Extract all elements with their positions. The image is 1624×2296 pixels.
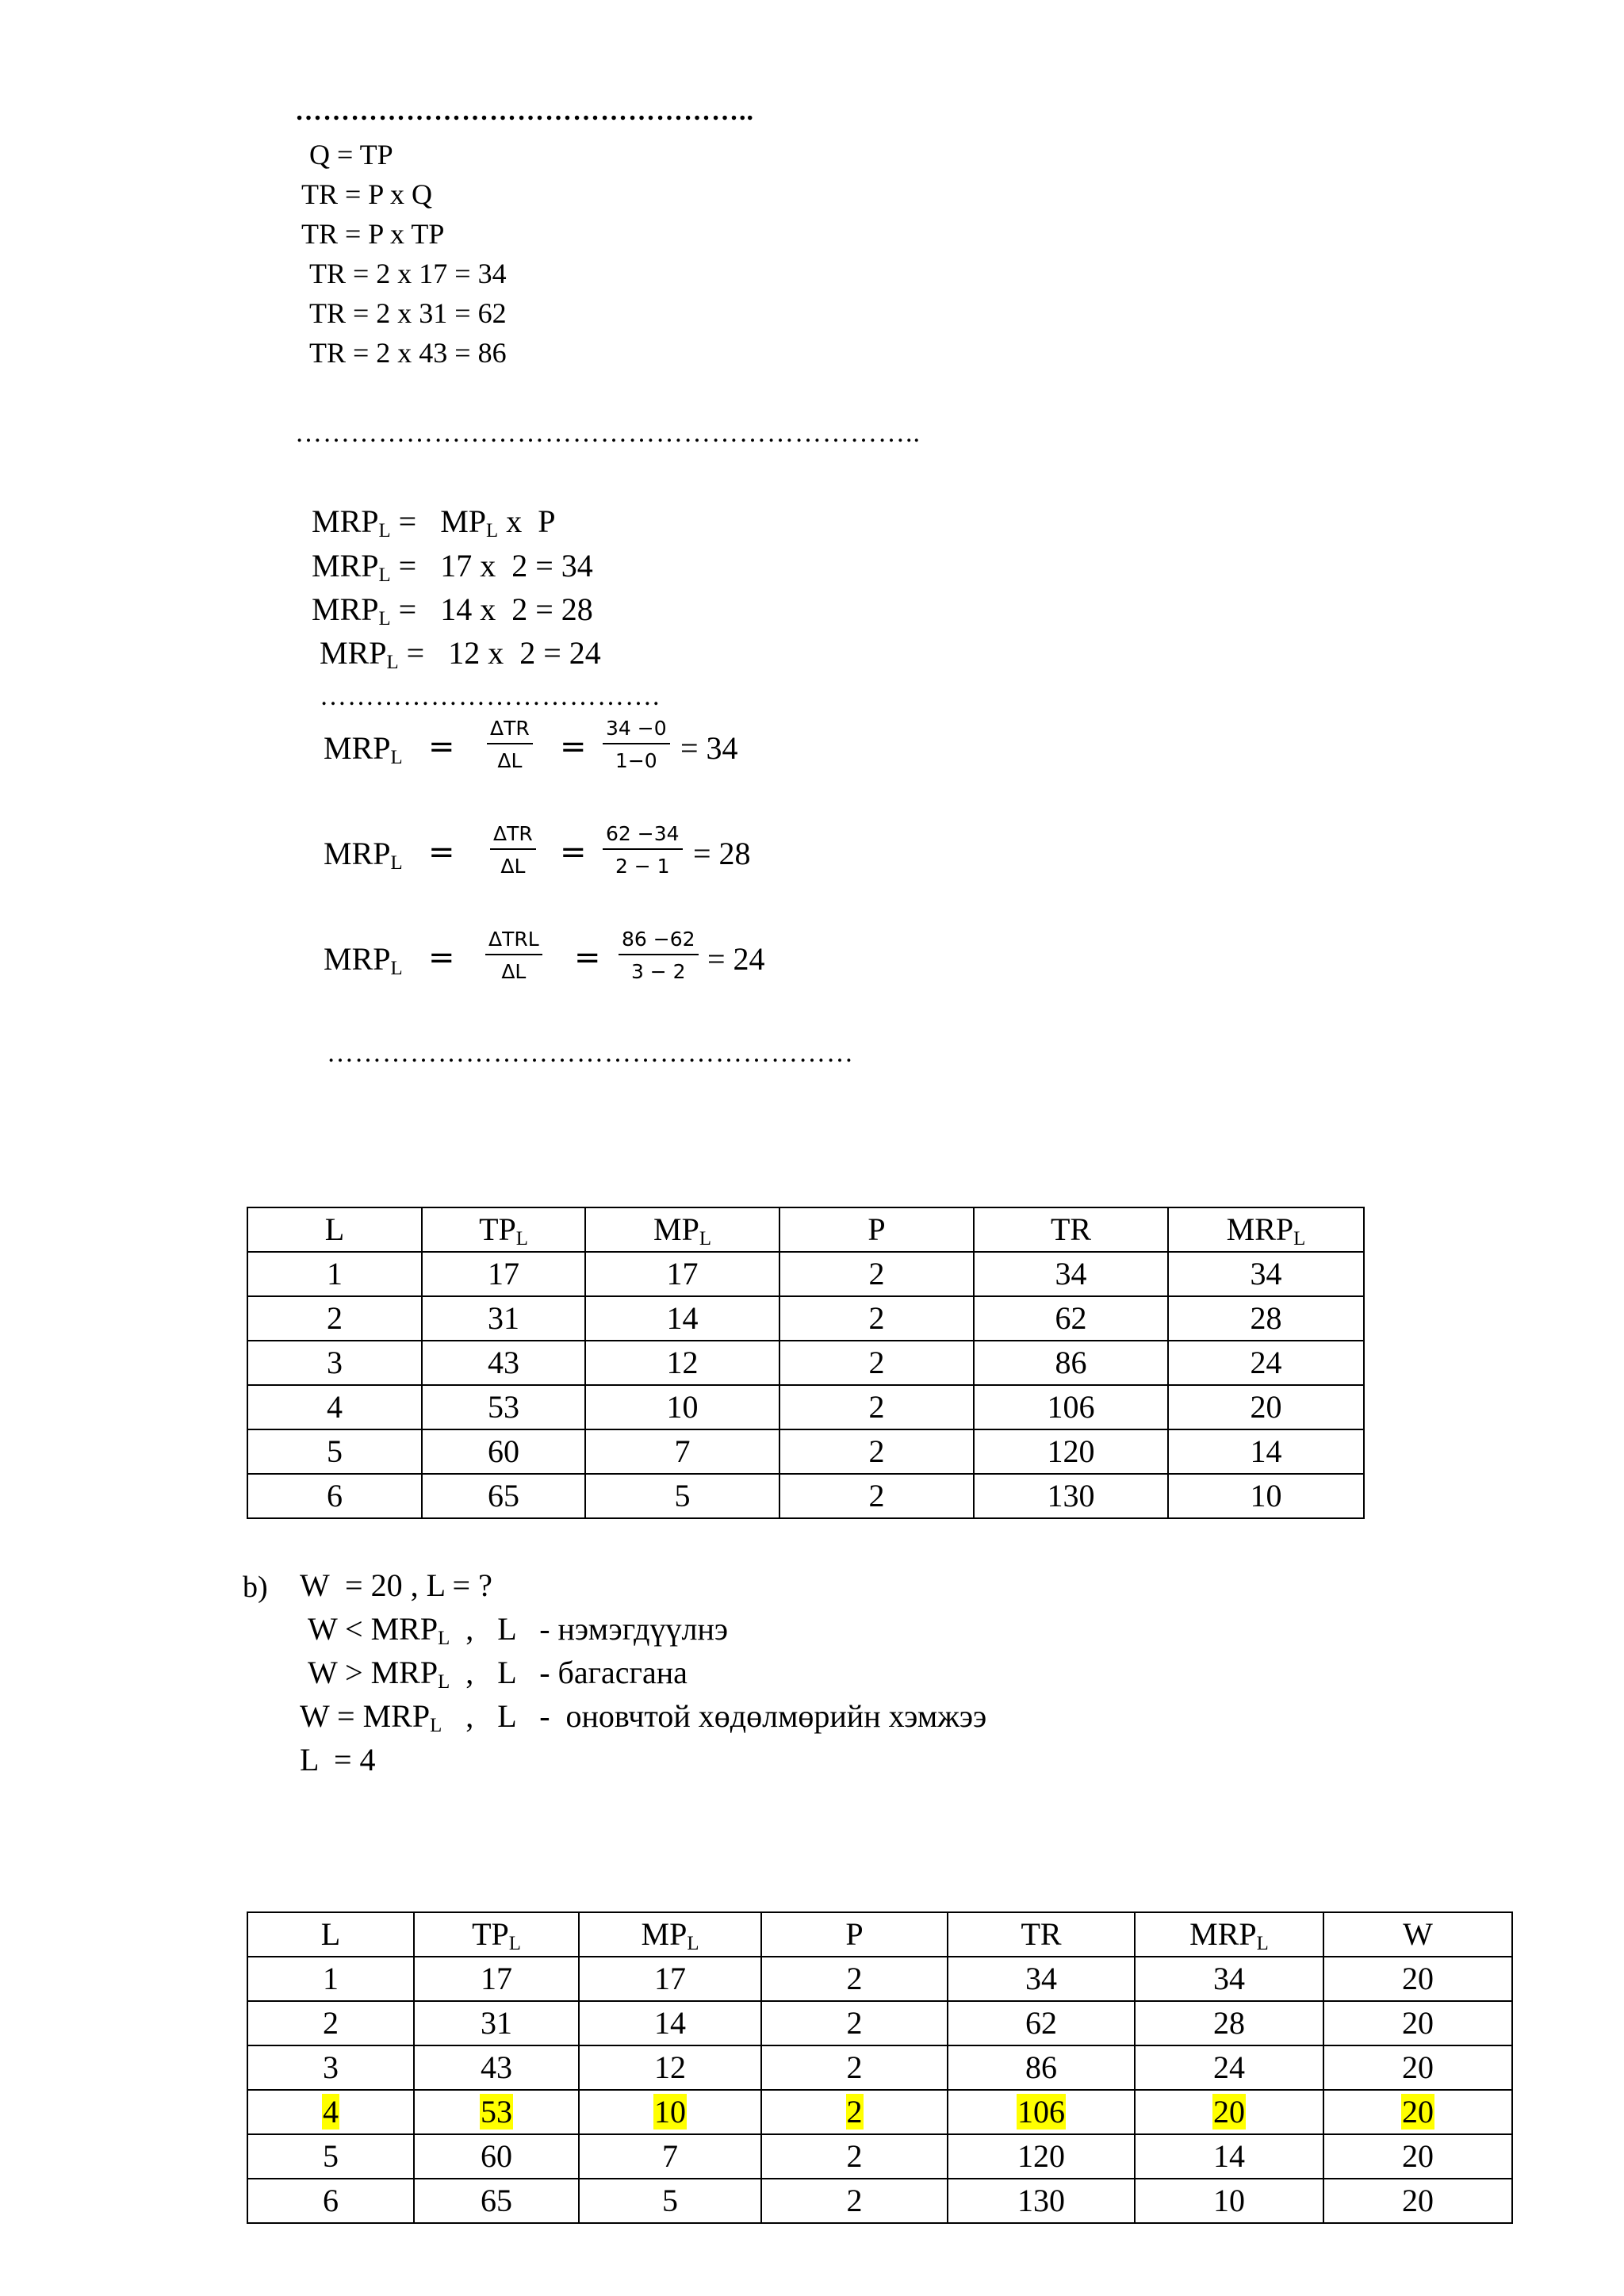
table-row bbox=[247, 2001, 1512, 2045]
table-cell: 2 bbox=[779, 1296, 974, 1341]
table-cell: 14 bbox=[579, 2001, 761, 2045]
equals-sign: = bbox=[560, 834, 587, 871]
table-cell: 10 bbox=[1168, 1474, 1364, 1518]
table-row bbox=[247, 2179, 1512, 2223]
table-cell: 34 bbox=[1168, 1252, 1364, 1296]
table-cell: 12 bbox=[579, 2045, 761, 2090]
table-cell: 2 bbox=[779, 1252, 974, 1296]
table-cell: 14 bbox=[585, 1296, 779, 1341]
column-header: $MRP_L$ bbox=[1168, 1207, 1364, 1252]
table-cell: 2 bbox=[779, 1341, 974, 1385]
table-cell: 2 bbox=[779, 1429, 974, 1474]
equation-line: TR = P x TP bbox=[301, 218, 445, 250]
table-cell bbox=[948, 2090, 1135, 2134]
table-cell: 2 bbox=[761, 2045, 948, 2090]
column-header: TR bbox=[948, 1912, 1135, 1957]
table-cell: 5 bbox=[585, 1474, 779, 1518]
mrp-calculation: $MRP_L = 17$ x 2 = 34 bbox=[312, 548, 593, 587]
table-cell: 4 bbox=[247, 1385, 422, 1429]
mrp-label: $MRP_L$ bbox=[324, 836, 403, 874]
table-cell: 28 bbox=[1135, 2001, 1323, 2045]
table-row bbox=[247, 1252, 1364, 1296]
table-cell: 34 bbox=[948, 1957, 1135, 2001]
table-cell: 14 bbox=[1168, 1429, 1364, 1474]
table-cell bbox=[1323, 2090, 1512, 2134]
table-header-row bbox=[247, 1207, 1364, 1252]
table-cell bbox=[414, 2090, 579, 2134]
table-cell: 2 bbox=[247, 1296, 422, 1341]
delta-fraction: ΔTRL ΔL bbox=[485, 929, 542, 982]
table-cell: 1 bbox=[247, 1957, 414, 2001]
delta-fraction: ΔTR ΔL bbox=[490, 824, 536, 876]
table-cell: 28 bbox=[1168, 1296, 1364, 1341]
table-row bbox=[247, 1957, 1512, 2001]
table-cell: 3 bbox=[247, 1341, 422, 1385]
table-cell: 10 bbox=[1135, 2179, 1323, 2223]
column-header: $TP_L$ bbox=[414, 1912, 579, 1957]
table-cell: 2 bbox=[247, 2001, 414, 2045]
table-cell: 3 bbox=[247, 2045, 414, 2090]
table-cell: 62 bbox=[974, 1296, 1168, 1341]
table-cell: 24 bbox=[1168, 1341, 1364, 1385]
equals-sign: = bbox=[428, 729, 455, 765]
table-cell: 20 bbox=[1168, 1385, 1364, 1429]
table-row bbox=[247, 1341, 1364, 1385]
table-cell bbox=[579, 2090, 761, 2134]
table-cell: 2 bbox=[761, 2001, 948, 2045]
column-header: P bbox=[761, 1912, 948, 1957]
equals-sign: = bbox=[574, 939, 601, 976]
mrp-formula: $MRP_L = MP_L$ x P bbox=[312, 503, 556, 542]
table-cell: 12 bbox=[585, 1341, 779, 1385]
table-cell: 53 bbox=[422, 1385, 585, 1429]
mrp-table bbox=[247, 1207, 1365, 1519]
table-cell: 2 bbox=[761, 2134, 948, 2179]
table-cell: 20 bbox=[1323, 2134, 1512, 2179]
highlighted-value: 4 bbox=[323, 2094, 339, 2130]
table-cell: 65 bbox=[422, 1474, 585, 1518]
highlighted-value: 20 bbox=[1402, 2094, 1434, 2130]
value-fraction: $\frac{34 -0}{1-0}$ bbox=[603, 718, 670, 771]
table-header-row bbox=[247, 1912, 1512, 1957]
value-fraction: $\frac{86 -62}{3 - 2}$ bbox=[619, 929, 699, 982]
table-cell: 2 bbox=[761, 2179, 948, 2223]
mrp-wage-table bbox=[247, 1911, 1513, 2224]
equals-sign: = bbox=[428, 834, 455, 871]
table-cell: 106 bbox=[974, 1385, 1168, 1429]
column-header: W bbox=[1323, 1912, 1512, 1957]
equals-sign: = bbox=[560, 729, 587, 765]
table-cell: 7 bbox=[579, 2134, 761, 2179]
separator-dots: ………………………………. bbox=[320, 682, 661, 711]
column-header: $MP_L$ bbox=[579, 1912, 761, 1957]
equation-line: TR = 2 x 43 = 86 bbox=[309, 337, 507, 369]
table-cell bbox=[761, 2090, 948, 2134]
table-cell: 10 bbox=[585, 1385, 779, 1429]
separator-dots: ………………………………………………………….. bbox=[295, 419, 921, 448]
table-cell: 7 bbox=[585, 1429, 779, 1474]
table-cell: 31 bbox=[422, 1296, 585, 1341]
highlighted-value: 10 bbox=[654, 2094, 686, 2130]
table-cell: 34 bbox=[974, 1252, 1168, 1296]
table-cell: 130 bbox=[974, 1474, 1168, 1518]
fraction-result: = 24 bbox=[707, 941, 765, 977]
table-cell: 5 bbox=[579, 2179, 761, 2223]
table-row bbox=[247, 1474, 1364, 1518]
table-cell: 20 bbox=[1323, 2045, 1512, 2090]
equation-line: TR = 2 x 17 = 34 bbox=[309, 258, 507, 289]
table-cell: 24 bbox=[1135, 2045, 1323, 2090]
table-cell: 5 bbox=[247, 2134, 414, 2179]
highlighted-value: 53 bbox=[481, 2094, 512, 2130]
value-fraction: $\frac{62 -34}{2 - 1}$ bbox=[603, 824, 683, 876]
table-cell: 60 bbox=[414, 2134, 579, 2179]
table-cell: 120 bbox=[974, 1429, 1168, 1474]
mrp-calculation: $MRP_L = 12$ x 2 = 24 bbox=[320, 635, 601, 674]
table-cell bbox=[247, 2090, 414, 2134]
highlighted-value: 20 bbox=[1213, 2094, 1245, 2130]
table-cell: 130 bbox=[948, 2179, 1135, 2223]
equation-line: TR = 2 x 31 = 62 bbox=[309, 297, 507, 329]
rule-line: $W > MRP_L$ , L - багасгана bbox=[308, 1655, 688, 1693]
table-cell: 86 bbox=[948, 2045, 1135, 2090]
column-header: TR bbox=[974, 1207, 1168, 1252]
question-line: W = 20 , L = ? bbox=[300, 1567, 492, 1603]
table-cell: 17 bbox=[585, 1252, 779, 1296]
separator-dots: ………………………………………….. bbox=[295, 97, 754, 126]
column-header: L bbox=[247, 1912, 414, 1957]
table-cell bbox=[1135, 2090, 1323, 2134]
table-cell: 20 bbox=[1323, 2001, 1512, 2045]
delta-fraction: ΔTR ΔL bbox=[487, 718, 533, 771]
table-cell: 14 bbox=[1135, 2134, 1323, 2179]
fraction-result: = 28 bbox=[693, 836, 751, 871]
rule-line: $W < MRP_L$ , L - нэмэгдүүлнэ bbox=[308, 1611, 729, 1650]
table-cell: 17 bbox=[579, 1957, 761, 2001]
rule-line: $W = MRP_L$ , L - оновчтой хөдөлмөрийн хэмжээ bbox=[300, 1698, 987, 1737]
mrp-label: $MRP_L$ bbox=[324, 730, 403, 769]
table-cell: 5 bbox=[247, 1429, 422, 1474]
part-b-label: b) bbox=[243, 1571, 268, 1604]
table-row bbox=[247, 2045, 1512, 2090]
table-cell: 31 bbox=[414, 2001, 579, 2045]
answer-line: L = 4 bbox=[300, 1742, 376, 1777]
highlighted-value: 2 bbox=[846, 2094, 863, 2130]
table-row bbox=[247, 1385, 1364, 1429]
table-cell: 43 bbox=[422, 1341, 585, 1385]
column-header: $MP_L$ bbox=[585, 1207, 779, 1252]
table-cell: 20 bbox=[1323, 1957, 1512, 2001]
table-cell: 6 bbox=[247, 1474, 422, 1518]
column-header: $MRP_L$ bbox=[1135, 1912, 1323, 1957]
separator-dots: ………………………………………………… bbox=[327, 1039, 854, 1068]
table-cell: 86 bbox=[974, 1341, 1168, 1385]
mrp-calculation: $MRP_L = 14$ x 2 = 28 bbox=[312, 591, 593, 630]
table-cell: 2 bbox=[779, 1385, 974, 1429]
table-cell: 34 bbox=[1135, 1957, 1323, 2001]
fraction-result: = 34 bbox=[680, 730, 738, 766]
equation-line: Q = TP bbox=[309, 139, 393, 170]
table-cell: 6 bbox=[247, 2179, 414, 2223]
equals-sign: = bbox=[428, 939, 455, 976]
table-cell: 2 bbox=[779, 1474, 974, 1518]
table-cell: 62 bbox=[948, 2001, 1135, 2045]
table-cell: 60 bbox=[422, 1429, 585, 1474]
column-header: $TP_L$ bbox=[422, 1207, 585, 1252]
table-cell: 20 bbox=[1323, 2179, 1512, 2223]
highlighted-row bbox=[247, 2090, 1512, 2134]
table-cell: 17 bbox=[422, 1252, 585, 1296]
table-cell: 1 bbox=[247, 1252, 422, 1296]
column-header: P bbox=[779, 1207, 974, 1252]
table-row bbox=[247, 1429, 1364, 1474]
table-cell: 17 bbox=[414, 1957, 579, 2001]
mrp-label: $MRP_L$ bbox=[324, 941, 403, 980]
table-cell: 65 bbox=[414, 2179, 579, 2223]
table-row bbox=[247, 2134, 1512, 2179]
table-cell: 120 bbox=[948, 2134, 1135, 2179]
table-cell: 2 bbox=[761, 1957, 948, 2001]
equation-line: TR = P x Q bbox=[301, 178, 432, 210]
table-row bbox=[247, 1296, 1364, 1341]
highlighted-value: 106 bbox=[1017, 2094, 1065, 2130]
table-cell: 43 bbox=[414, 2045, 579, 2090]
column-header: L bbox=[247, 1207, 422, 1252]
